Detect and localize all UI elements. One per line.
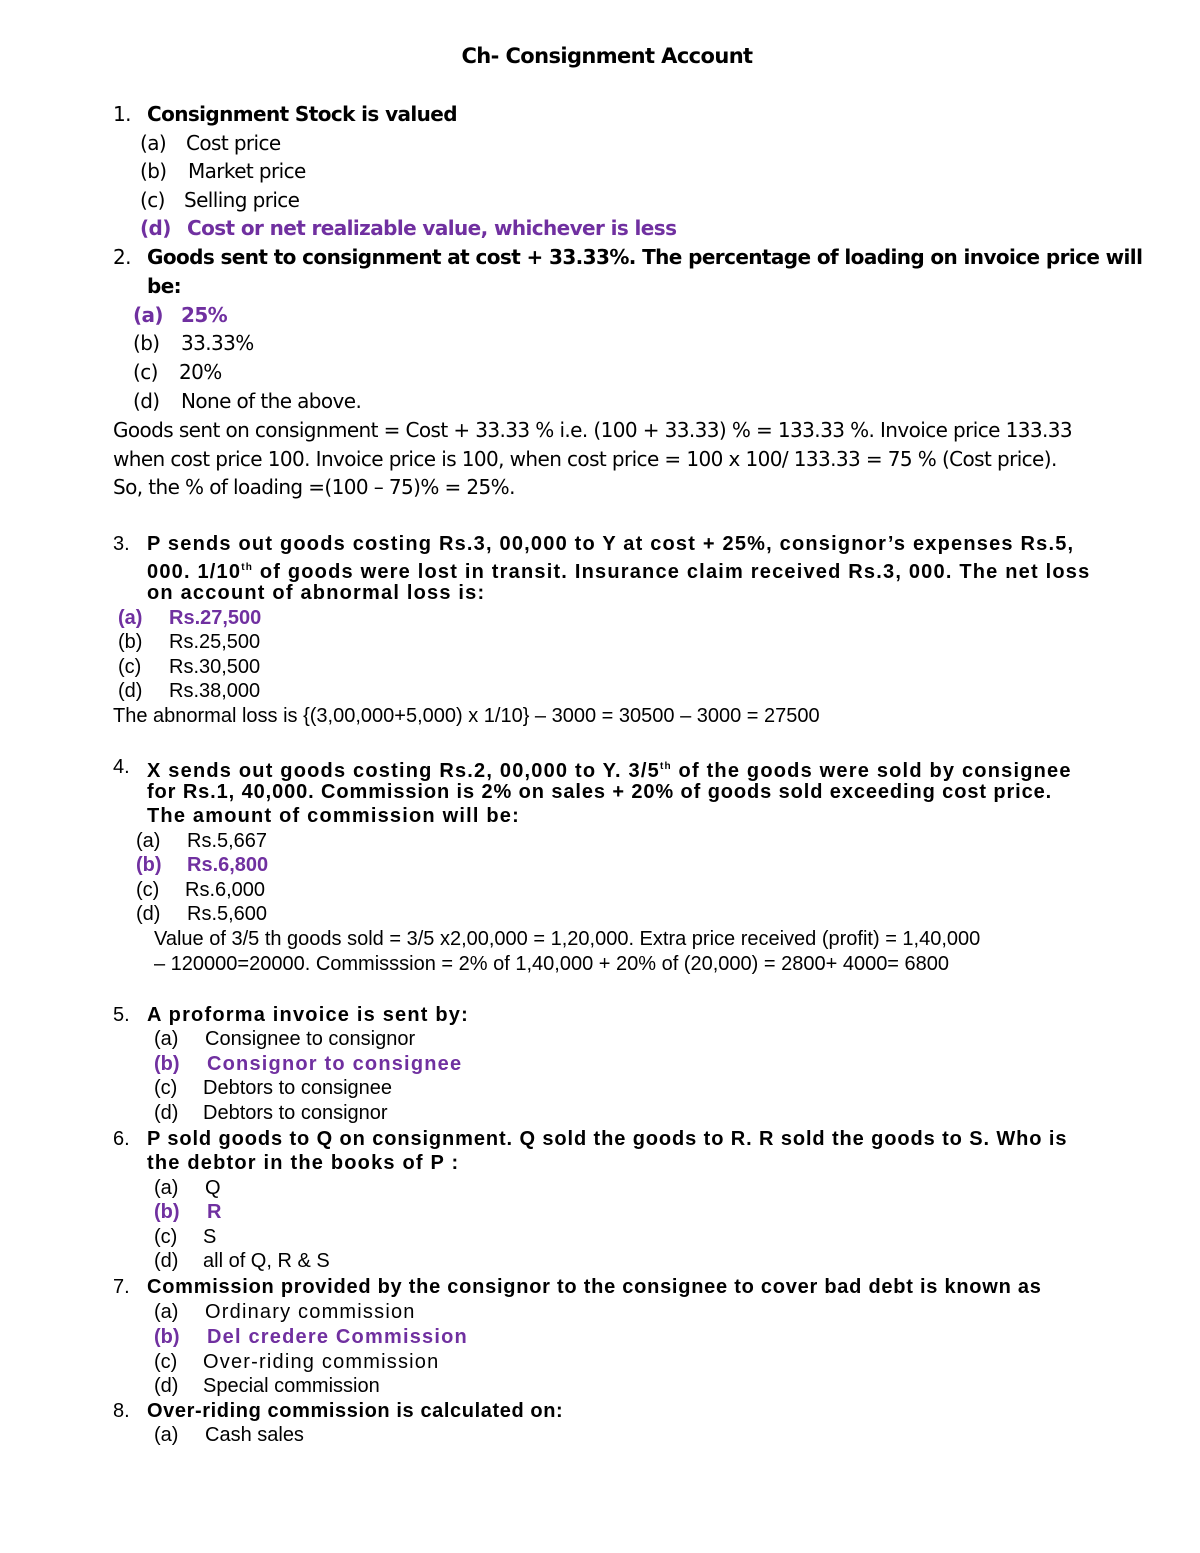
option-text: Debtors to consignee	[203, 1077, 393, 1099]
question-number: 3.	[113, 533, 130, 555]
option-text: 33.33%	[181, 331, 254, 355]
explanation-text: The abnormal loss is {(3,00,000+5,000) x 1/10} – 3000 = 30500 – 3000 = 27500	[113, 705, 820, 727]
question-text: on account of abnormal loss is:	[147, 582, 486, 604]
answer-option-text: R	[207, 1201, 222, 1223]
question-text: Consignment Stock is valued	[147, 102, 457, 126]
option-text: all of Q, R & S	[203, 1250, 330, 1272]
option-text: Market price	[188, 159, 306, 183]
option-label: (a)	[154, 1301, 179, 1323]
option-text: S	[203, 1226, 217, 1248]
option-text: Debtors to consignor	[203, 1102, 388, 1124]
option-label: (c)	[154, 1077, 178, 1099]
answer-option-label: (b)	[154, 1053, 180, 1075]
question-text: P sends out goods costing Rs.3, 00,000 to Y at cost + 25%, consignor’s expenses Rs.5,	[147, 533, 1075, 555]
answer-option-label: (b)	[154, 1201, 180, 1223]
option-text: Ordinary commission	[205, 1301, 416, 1323]
option-text: Special commission	[203, 1375, 380, 1397]
option-label: (d)	[154, 1102, 179, 1124]
option-label: (b)	[118, 631, 143, 653]
option-label: (c)	[118, 656, 142, 678]
explanation-text: – 120000=20000. Commisssion = 2% of 1,40,000 + 20% of (20,000) = 2800+ 4000= 6800	[154, 953, 950, 975]
option-label: (d)	[154, 1250, 179, 1272]
option-label: (d)	[133, 389, 160, 413]
question-number: 4.	[113, 756, 130, 778]
question-text: A proforma invoice is sent by:	[147, 1004, 469, 1026]
option-text: None of the above.	[181, 389, 362, 413]
option-text: Selling price	[184, 188, 300, 212]
answer-option-text: Rs.27,500	[169, 607, 262, 629]
option-label: (b)	[133, 331, 160, 355]
option-label: (a)	[154, 1177, 179, 1199]
explanation-text: So, the % of loading =(100 – 75)% = 25%.	[113, 475, 515, 499]
option-text: Rs.5,667	[187, 830, 268, 852]
explanation-text: Goods sent on consignment = Cost + 33.33 % i.e. (100 + 33.33) % = 133.33 %. Invoice price 133.33	[113, 418, 1072, 442]
question-number: 7.	[113, 1276, 130, 1298]
explanation-text: Value of 3/5 th goods sold = 3/5 x2,00,000 = 1,20,000. Extra price received (profit) = 1,40,000	[154, 928, 981, 950]
question-text-part: 000. 1/10	[147, 561, 242, 583]
question-text: Goods sent to consignment at cost + 33.33%. The percentage of loading on invoice price will	[147, 245, 1143, 269]
question-text: Over-riding commission is calculated on:	[147, 1400, 564, 1422]
explanation-text: when cost price 100. Invoice price is 100, when cost price = 100 x 100/ 133.33 = 75 % (Cost price).	[113, 447, 1057, 471]
option-label: (d)	[154, 1375, 179, 1397]
question-text: for Rs.1, 40,000. Commission is 2% on sales + 20% of goods sold exceeding cost price.	[147, 781, 1053, 803]
question-text-part: of goods were lost in transit. Insurance claim received Rs.3, 000. The net loss	[253, 561, 1091, 583]
option-text: 20%	[179, 360, 222, 384]
answer-option-label: (b)	[154, 1326, 180, 1348]
option-text: Rs.5,600	[187, 903, 268, 925]
option-label: (c)	[136, 879, 160, 901]
question-text: P sold goods to Q on consignment. Q sold the goods to R. R sold the goods to S. Who is	[147, 1128, 1068, 1150]
page-title: Ch- Consignment Account	[461, 44, 753, 68]
option-label: (a)	[136, 830, 161, 852]
option-label: (d)	[118, 680, 143, 702]
answer-option-text: Del credere Commission	[207, 1326, 468, 1348]
question-number: 5.	[113, 1004, 130, 1026]
option-label: (d)	[136, 903, 161, 925]
question-number: 8.	[113, 1400, 130, 1422]
answer-option-label: (a)	[118, 607, 143, 629]
question-number: 2.	[113, 245, 131, 269]
answer-option-label: (b)	[136, 854, 162, 876]
option-text: Q	[205, 1177, 221, 1199]
superscript: th	[241, 562, 254, 573]
superscript: th	[659, 761, 672, 772]
option-text: Rs.25,500	[169, 631, 261, 653]
question-text-part: X sends out goods costing Rs.2, 00,000 to Y. 3/5	[147, 760, 660, 782]
option-label: (a)	[154, 1424, 179, 1446]
option-text: Consignee to consignor	[205, 1028, 416, 1050]
option-text: Cost price	[186, 131, 281, 155]
option-label: (b)	[140, 159, 167, 183]
question-text: be:	[147, 274, 182, 298]
answer-option-text: Rs.6,800	[187, 854, 269, 876]
answer-option-text: Consignor to consignee	[207, 1053, 463, 1075]
option-label: (a)	[140, 131, 167, 155]
option-text: Over-riding commission	[203, 1351, 440, 1373]
answer-option-text: Cost or net realizable value, whichever is less	[187, 216, 677, 240]
question-number: 1.	[113, 102, 131, 126]
option-label: (c)	[154, 1351, 178, 1373]
option-label: (a)	[154, 1028, 179, 1050]
option-text: Rs.6,000	[185, 879, 266, 901]
question-text-part: of the goods were sold by consignee	[671, 760, 1072, 782]
answer-option-label: (d)	[140, 216, 171, 240]
option-text: Rs.38,000	[169, 680, 261, 702]
option-label: (c)	[154, 1226, 178, 1248]
question-text: Commission provided by the consignor to the consignee to cover bad debt is known as	[147, 1276, 1042, 1298]
question-number: 6.	[113, 1128, 130, 1150]
answer-option-label: (a)	[133, 303, 163, 327]
option-text: Cash sales	[205, 1424, 304, 1446]
option-label: (c)	[140, 188, 165, 212]
question-text: the debtor in the books of P :	[147, 1152, 460, 1174]
question-text: The amount of commission will be:	[147, 805, 520, 827]
option-label: (c)	[133, 360, 158, 384]
answer-option-text: 25%	[181, 303, 228, 327]
option-text: Rs.30,500	[169, 656, 261, 678]
